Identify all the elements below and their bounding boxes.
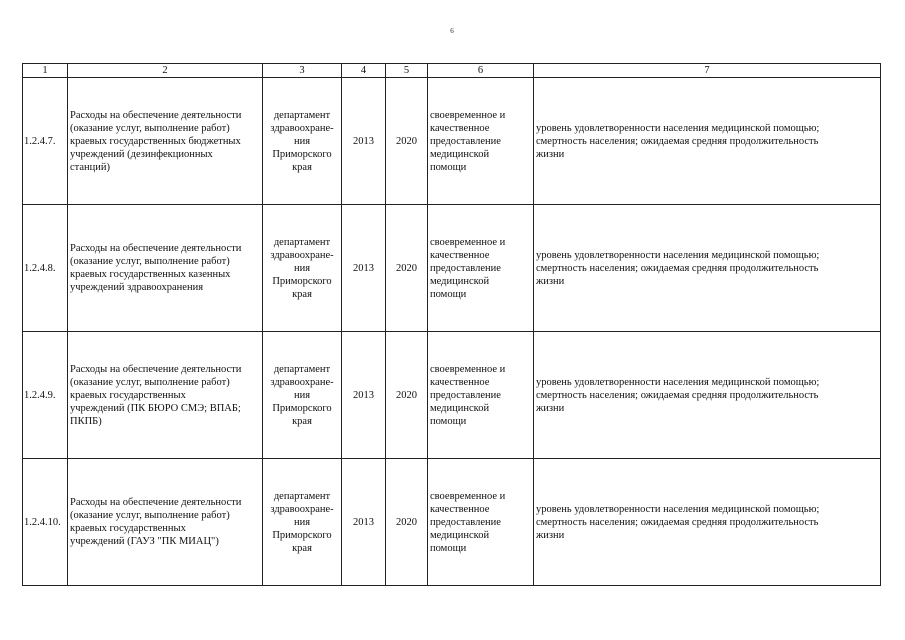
program-activities-table bbox=[22, 63, 881, 586]
expected-result-line: медицинской bbox=[430, 275, 490, 287]
target-indicator-line: уровень удовлетворенности населения медицинской помощью; bbox=[536, 122, 820, 134]
activity-name-line: Расходы на обеспечение деятельности bbox=[70, 109, 242, 121]
executor-line: департамент bbox=[273, 363, 331, 375]
expected-result-line: помощи bbox=[430, 288, 467, 300]
column-number: 2 bbox=[68, 64, 263, 78]
target-indicator-line: жизни bbox=[536, 402, 565, 414]
target-indicator-line: жизни bbox=[536, 275, 565, 287]
table-row bbox=[23, 332, 881, 459]
expected-result-line: помощи bbox=[430, 415, 467, 427]
end-year: 2020 bbox=[386, 459, 428, 586]
expected-result-line: предоставление bbox=[430, 389, 501, 401]
activity-name-line: ПКПБ) bbox=[70, 415, 102, 427]
activity-name-line: краевых государственных bbox=[70, 389, 186, 401]
executor bbox=[263, 332, 342, 459]
activity-code: 1.2.4.9. bbox=[23, 332, 68, 459]
table-row bbox=[23, 459, 881, 586]
activity-name-line: краевых государственных bbox=[70, 523, 186, 534]
column-number: 3 bbox=[263, 64, 342, 78]
end-year: 2020 bbox=[386, 78, 428, 205]
target-indicator-line: жизни bbox=[536, 148, 565, 160]
activity-code: 1.2.4.10. bbox=[23, 459, 68, 586]
target-indicators bbox=[534, 205, 881, 332]
start-year: 2013 bbox=[342, 459, 386, 586]
end-year: 2020 bbox=[386, 332, 428, 459]
activity-name-line: (оказание услуг, выполнение работ) bbox=[70, 510, 230, 521]
start-year: 2013 bbox=[342, 205, 386, 332]
target-indicator-line: уровень удовлетворенности населения медицинской помощью; bbox=[536, 503, 820, 515]
activity-name bbox=[68, 332, 263, 459]
executor-line: Приморского bbox=[272, 529, 332, 541]
target-indicator-line: смертность населения; ожидаемая средняя продолжительность bbox=[536, 516, 819, 528]
column-number: 6 bbox=[428, 64, 534, 78]
executor bbox=[263, 205, 342, 332]
target-indicator-line: смертность населения; ожидаемая средняя продолжительность bbox=[536, 135, 819, 147]
start-year: 2013 bbox=[342, 78, 386, 205]
executor-line: Приморского bbox=[272, 148, 332, 160]
expected-result bbox=[428, 459, 534, 586]
target-indicator-line: уровень удовлетворенности населения медицинской помощью; bbox=[536, 249, 820, 261]
column-number: 1 bbox=[23, 64, 68, 78]
executor-line: края bbox=[292, 161, 312, 173]
activity-name bbox=[68, 205, 263, 332]
page-number: 6 bbox=[450, 27, 454, 35]
expected-result-line: качественное bbox=[430, 376, 490, 388]
expected-result-line: своевременное и bbox=[430, 363, 506, 375]
activity-name-line: краевых государственных бюджетных bbox=[70, 135, 241, 147]
table-row bbox=[23, 78, 881, 205]
expected-result bbox=[428, 78, 534, 205]
activity-name-line: (оказание услуг, выполнение работ) bbox=[70, 376, 230, 388]
activity-name-line: учреждений здравоохранения bbox=[70, 282, 204, 293]
executor-line: здравоохране- bbox=[270, 376, 334, 388]
expected-result-line: медицинской bbox=[430, 402, 490, 414]
executor-line: здравоохране- bbox=[270, 503, 334, 515]
activity-code: 1.2.4.8. bbox=[23, 205, 68, 332]
target-indicator-line: смертность населения; ожидаемая средняя продолжительность bbox=[536, 389, 819, 401]
executor-line: края bbox=[292, 415, 312, 427]
executor-line: департамент bbox=[273, 236, 331, 248]
executor bbox=[263, 78, 342, 205]
executor bbox=[263, 459, 342, 586]
expected-result-line: помощи bbox=[430, 542, 467, 554]
expected-result-line: качественное bbox=[430, 503, 490, 515]
expected-result-line: качественное bbox=[430, 122, 490, 134]
expected-result-line: своевременное и bbox=[430, 490, 506, 502]
activity-name-line: станций) bbox=[70, 161, 111, 173]
executor-line: ния bbox=[293, 135, 311, 147]
target-indicators bbox=[534, 78, 881, 205]
column-numbers-row bbox=[23, 64, 881, 78]
expected-result bbox=[428, 205, 534, 332]
target-indicator-line: уровень удовлетворенности населения медицинской помощью; bbox=[536, 376, 820, 388]
activity-name-line: Расходы на обеспечение деятельности bbox=[70, 243, 242, 254]
executor-line: здравоохране- bbox=[270, 249, 334, 261]
target-indicators bbox=[534, 459, 881, 586]
executor-line: ния bbox=[293, 516, 311, 528]
executor-line: департамент bbox=[273, 109, 331, 121]
executor-line: здравоохране- bbox=[270, 122, 334, 134]
expected-result bbox=[428, 332, 534, 459]
executor-line: края bbox=[292, 288, 312, 300]
activity-name-line: (оказание услуг, выполнение работ) bbox=[70, 122, 230, 134]
target-indicators bbox=[534, 332, 881, 459]
activity-name-line: краевых государственных казенных bbox=[70, 269, 231, 280]
executor-line: Приморского bbox=[272, 402, 332, 414]
expected-result-line: медицинской bbox=[430, 529, 490, 541]
table-row bbox=[23, 205, 881, 332]
activity-name bbox=[68, 78, 263, 205]
activity-name-line: Расходы на обеспечение деятельности bbox=[70, 497, 242, 508]
expected-result-line: предоставление bbox=[430, 135, 501, 147]
activity-name-line: учреждений (дезинфекционных bbox=[70, 148, 213, 160]
activity-name bbox=[68, 459, 263, 586]
column-number: 7 bbox=[534, 64, 881, 78]
activity-name-line: Расходы на обеспечение деятельности bbox=[70, 363, 242, 375]
executor-line: департамент bbox=[273, 490, 331, 502]
expected-result-line: своевременное и bbox=[430, 236, 506, 248]
end-year: 2020 bbox=[386, 205, 428, 332]
activity-name-line: (оказание услуг, выполнение работ) bbox=[70, 256, 230, 267]
start-year: 2013 bbox=[342, 332, 386, 459]
expected-result-line: предоставление bbox=[430, 262, 501, 274]
activity-name-line: учреждений (ГАУЗ "ПК МИАЦ") bbox=[70, 536, 219, 547]
activity-code: 1.2.4.7. bbox=[23, 78, 68, 205]
target-indicator-line: смертность населения; ожидаемая средняя продолжительность bbox=[536, 262, 819, 274]
executor-line: ния bbox=[293, 389, 311, 401]
column-number: 4 bbox=[342, 64, 386, 78]
column-number: 5 bbox=[386, 64, 428, 78]
expected-result-line: своевременное и bbox=[430, 109, 506, 121]
executor-line: края bbox=[292, 542, 312, 554]
activity-name-line: учреждений (ПК БЮРО СМЭ; ВПАБ; bbox=[70, 402, 241, 414]
expected-result-line: помощи bbox=[430, 161, 467, 173]
target-indicator-line: жизни bbox=[536, 529, 565, 541]
executor-line: Приморского bbox=[272, 275, 332, 287]
expected-result-line: качественное bbox=[430, 249, 490, 261]
executor-line: ния bbox=[293, 262, 311, 274]
expected-result-line: предоставление bbox=[430, 516, 501, 528]
expected-result-line: медицинской bbox=[430, 148, 490, 160]
